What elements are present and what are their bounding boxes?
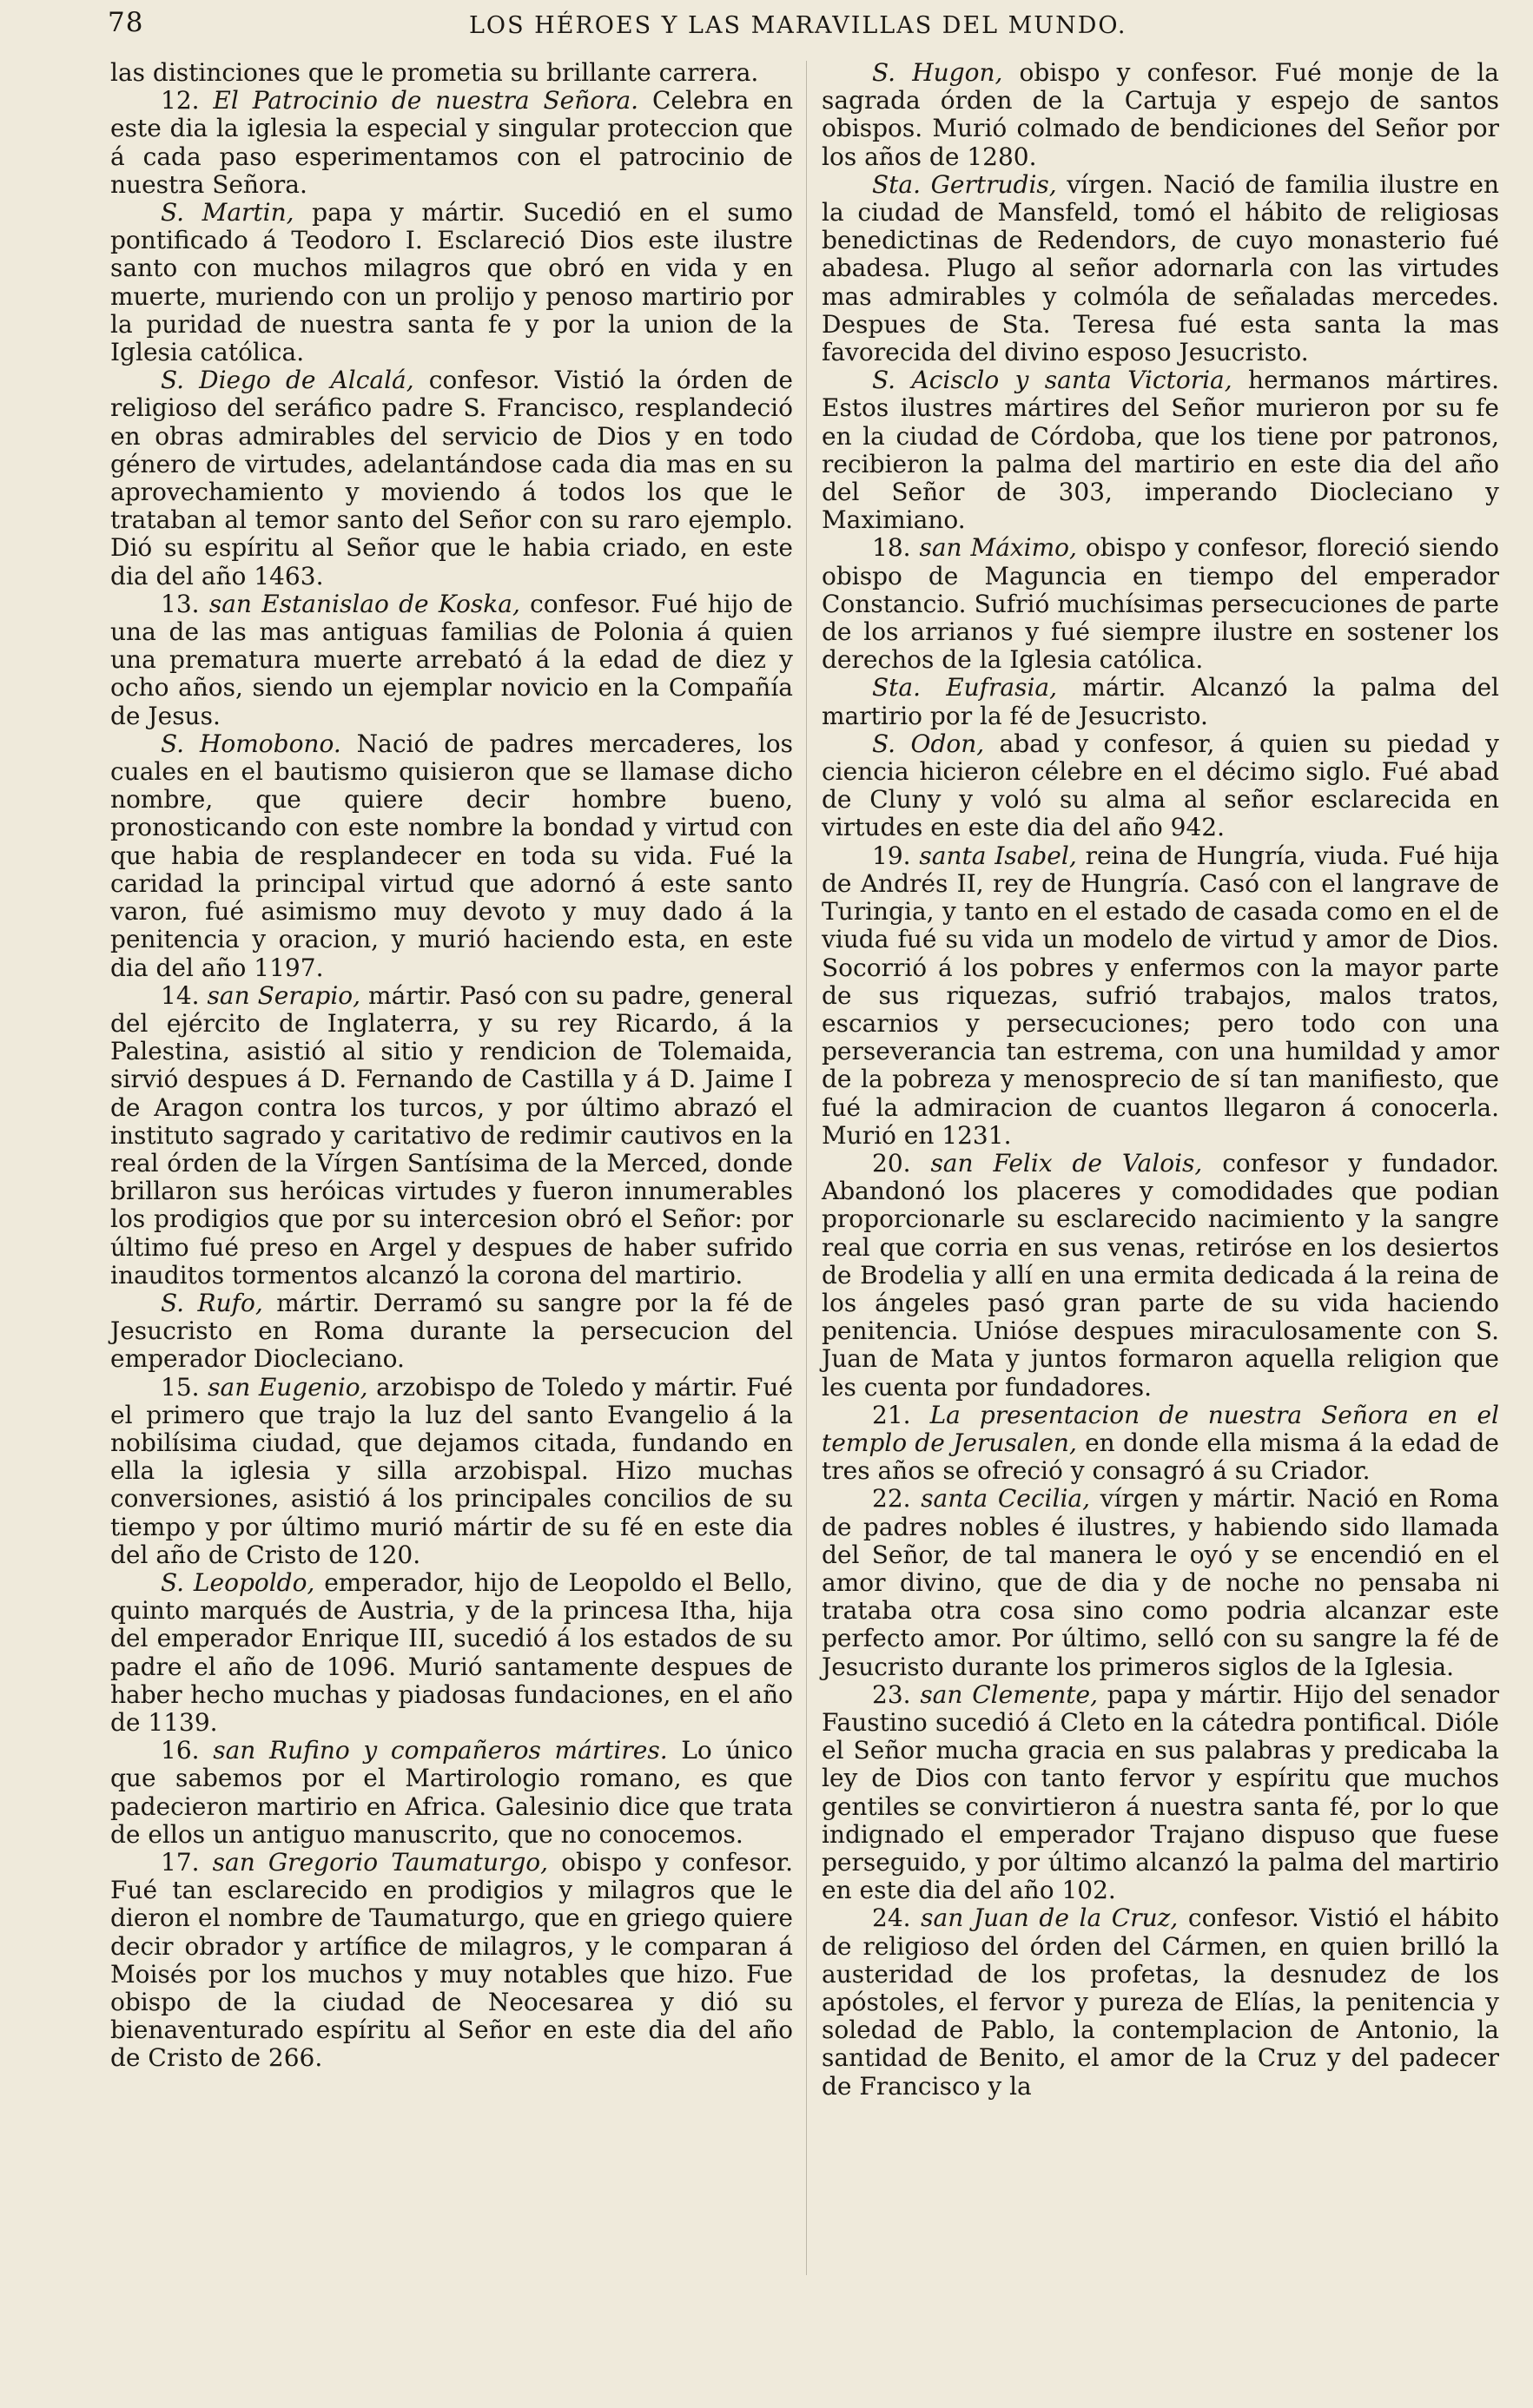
entry-text: las distinciones que le prometia su brillante carrera. (110, 58, 759, 87)
left-column (110, 59, 793, 2073)
entry-paragraph (822, 534, 1499, 674)
entry-day-number: 12. (161, 86, 214, 115)
saint-name: santa Cecilia, (921, 1484, 1091, 1514)
entry-paragraph (110, 1737, 793, 1849)
entry-paragraph (822, 171, 1499, 366)
saint-name: santa Isabel, (919, 841, 1077, 870)
entry-paragraph (822, 674, 1499, 729)
entry-day-number: 15. (161, 1372, 208, 1402)
saint-name: Sta. Eufrasia, (872, 673, 1058, 703)
entry-text: mártir. Derramó su sangre por la fé de Jesucristo en Roma durante la persecucion del emperador Diocleciano. (110, 1288, 793, 1374)
entry-text: en donde ella misma á la edad de tres años se ofreció y consagró á su Criador. (822, 1428, 1499, 1486)
entry-paragraph (110, 199, 793, 366)
entry-paragraph (822, 59, 1499, 171)
entry-paragraph (822, 366, 1499, 534)
entry-paragraph (110, 1374, 793, 1569)
saint-name: san Juan de la Cruz, (921, 1903, 1179, 1933)
saint-name: san Serapio, (207, 980, 361, 1010)
page-number: 78 (108, 7, 144, 38)
entry-day-number: 16. (161, 1736, 214, 1765)
saint-name: El Patrocinio de nuestra Señora. (213, 86, 639, 115)
entry-text: arzobispo de Toledo y mártir. Fué el primero que trajo la luz del santo Evangelio á la nobilísima ciudad, que dejamos citada, fundando en ella la iglesia y silla arzobispal. Hizo muchas conversiones, asistió á los principales concilios de su tiempo y por último murió mártir de su fé en este dia del año de Cristo de 120. (110, 1372, 793, 1569)
saint-name: S. Hugon, (872, 58, 1003, 87)
entry-text: confesor. Fué hijo de una de las mas antiguas familias de Polonia á quien una prematura muerte arrebató á la edad de diez y ocho años, siendo un ejemplar novicio en la Compañía de Jesus. (110, 589, 793, 730)
running-title: LOS HÉROES Y LAS MARAVILLAS DEL MUNDO. (469, 12, 1127, 39)
saint-name: S. Martin, (161, 198, 294, 228)
saint-name: S. Odon, (872, 729, 985, 758)
entry-day-number: 23. (872, 1679, 921, 1709)
entry-paragraph (110, 590, 793, 730)
page-header (0, 0, 1533, 61)
entry-day-number: 21. (872, 1400, 930, 1429)
entry-text: Nació de padres mercaderes, los cuales en el bautismo quisieron que se llamase dicho nombre, que quiere decir hombre bueno, pronosticando con este nombre la bondad y virtud con que habia de resplandecer en toda su vida. Fué la caridad la principal virtud que adornó á este santo varon, fué asimismo muy devoto y muy dado á la penitencia y oracion, y murió haciendo esta, en este dia del año 1197. (110, 729, 793, 982)
entry-paragraph (110, 982, 793, 1290)
entry-text: obispo y confesor, floreció siendo obispo de Maguncia en tiempo del emperador Constancio. Sufrió muchísimas persecuciones de parte de los arrianos y fué siempre ilustre en sostener los derechos de la Iglesia católica. (822, 533, 1500, 675)
entry-text: vírgen y mártir. Nació en Roma de padres nobles é ilustres, y habiendo sido llamada del Señor, de tal manera le oyó y se encendió en el amor divino, que de dia y de noche no pensaba ni trataba otra cosa sino como podria alcanzar este perfecto amor. Por último, selló con su sangre la fé de Jesucristo durante los primeros siglos de la Iglesia. (822, 1484, 1499, 1681)
entry-paragraph (822, 730, 1499, 842)
saint-name: S. Acisclo y santa Victoria, (872, 366, 1232, 395)
saint-name: san Clemente, (920, 1679, 1099, 1709)
entry-text: confesor. Vistió la órden de religioso del seráfico padre S. Francisco, resplandeció en obras admirables del servicio de Dios y en todo género de virtudes, adelantándose cada dia mas en su aprovechamiento y moviendo á todos los que le trataban al temor santo del Señor con su raro ejemplo. Dió su espíritu al Señor que le habia criado, en este dia del año 1463. (110, 366, 793, 590)
entry-paragraph (110, 1569, 793, 1737)
entry-paragraph (822, 1402, 1499, 1486)
saint-name: S. Leopoldo, (161, 1567, 315, 1597)
entry-day-number: 14. (161, 980, 208, 1010)
entry-day-number: 13. (161, 589, 209, 618)
entry-paragraph (822, 1904, 1499, 2100)
entry-text: Celebra en este dia la iglesia la especial y singular proteccion que á cada paso esperimentamos con el patrocinio de nuestra Señora. (110, 86, 793, 199)
saint-name: La presentacion de nuestra Señora en el templo de Jerusalen, (822, 1400, 1499, 1457)
saint-name: san Gregorio Taumaturgo, (212, 1848, 549, 1877)
entry-paragraph (110, 730, 793, 982)
entry-paragraph (822, 1485, 1499, 1680)
entry-text: mártir. Alcanzó la palma del martirio por la fé de Jesucristo. (822, 673, 1500, 730)
entry-paragraph (110, 366, 793, 590)
entry-text: confesor. Vistió el hábito de religioso del órden del Cármen, en quien brilló la austeridad de los profetas, la desnudez de los apóstoles, el fervor y pureza de Elías, la penitencia y soledad de Pablo, la contemplacion de Antonio, la santidad de Benito, el amor de la Cruz y del padecer de Francisco y la (822, 1903, 1499, 2101)
right-column (822, 59, 1499, 2101)
entry-text: confesor y fundador. Abandonó los placeres y comodidades que podian proporcionarle su esclarecido nacimiento y la sangre real que corria en sus venas, retiróse en los desiertos de Brodelia y allí en una ermita dedicada á la reina de los ángeles pasó gran parte de su vida haciendo penitencia. Unióse despues miraculosamente con S. Juan de Mata y juntos formaron aquella religion que les cuenta por fundadores. (822, 1148, 1499, 1402)
saint-name: san Rufino y compañeros mártires. (213, 1736, 668, 1765)
entry-text: hermanos mártires. Estos ilustres mártires del Señor murieron por su fe en la ciudad de Córdoba, que los tiene por patronos, recibieron la palma del martirio en este dia del año del Señor de 303, imperando Diocleciano y Maximiano. (822, 366, 1499, 535)
entry-paragraph (822, 842, 1499, 1150)
entry-paragraph (110, 1849, 793, 2073)
saint-name: san Eugenio, (208, 1372, 368, 1402)
entry-text: vírgen. Nació de familia ilustre en la ciudad de Mansfeld, tomó el hábito de religiosas benedictinas de Redendors, de cuyo monasterio fué abadesa. Plugo al señor adornarla con las virtudes mas admirables y colmóla de señaladas mercedes. Despues de Sta. Teresa fué esta santa la mas favorecida del divino esposo Jesucristo. (822, 169, 1499, 367)
entry-day-number: 20. (872, 1148, 931, 1178)
entry-text: obispo y confesor. Fué tan esclarecido en prodigios y milagros que le dieron el nombre de Taumaturgo, que en griego quiere decir obrador y artífice de milagros, y le comparan á Moisés por los muchos y muy notables que hizo. Fue obispo de la ciudad de Neocesarea y dió su bienaventurado espíritu al Señor en este dia del año de Cristo de 266. (110, 1848, 793, 2073)
entry-day-number: 24. (872, 1903, 922, 1933)
entry-text: Lo único que sabemos por el Martirologio romano, es que padecieron martirio en Africa. Galesinio dice que trata de ellos un antiguo manuscrito, que no conocemos. (110, 1736, 793, 1849)
saint-name: S. Rufo, (161, 1288, 263, 1317)
entry-day-number: 18. (872, 533, 920, 563)
entry-paragraph (110, 1290, 793, 1374)
entry-day-number: 22. (872, 1484, 922, 1514)
saint-name: san Máximo, (919, 533, 1077, 563)
entry-text: papa y mártir. Hijo del senador Faustino sucedió á Cleto en la cátedra pontifical. Dióle el Señor mucha gracia en sus palabras y predicaba la ley de Dios con tanto fervor y espíritu que muchos gentiles se convirtieron á nuestra santa fé, por lo que indignado el emperador Trajano dispuso que fuese perseguido, y por último alcanzó la palma del martirio en este dia del año 102. (822, 1679, 1499, 1905)
entry-text: reina de Hungría, viuda. Fué hija de Andrés II, rey de Hungría. Casó con el langrave de Turingia, y tanto en el estado de casada como en el de viuda fué su vida un modelo de virtud y amor de Dios. Socorrió á los pobres y enfermos con la mayor parte de sus riquezas, sufrió trabajos, malos tratos, escarnios y persecuciones; pero todo con una perseverancia tan estrema, con una humildad y amor de la pobreza y menosprecio de sí tan manifiesto, que fué la admiracion de cuantos llegaron á conocerla. Murió en 1231. (822, 841, 1499, 1150)
entry-text: emperador, hijo de Leopoldo el Bello, quinto marqués de Austria, y de la princesa Itha, hija del emperador Enrique III, sucedió á los estados de su padre el año de 1096. Murió santamente despues de haber hecho muchas y piadosas fundaciones, en el año de 1139. (110, 1567, 793, 1737)
entry-paragraph (110, 59, 793, 87)
column-divider (806, 61, 807, 2275)
entry-text: papa y mártir. Sucedió en el sumo pontificado á Teodoro I. Esclareció Dios este ilustre santo con muchos milagros que obró en vida y en muerte, muriendo con un prolijo y penoso martirio por la puridad de nuestra santa fe y por la union de la Iglesia católica. (110, 198, 794, 367)
saint-name: san Felix de Valois, (930, 1148, 1203, 1178)
entry-day-number: 19. (872, 841, 920, 870)
entry-text: abad y confesor, á quien su piedad y ciencia hicieron célebre en el décimo siglo. Fué abad de Cluny y voló su alma al señor esclarecida en virtudes en este dia del año 942. (822, 729, 1499, 842)
saint-name: S. Homobono. (161, 729, 341, 758)
saint-name: san Estanislao de Koska, (208, 589, 520, 618)
saint-name: Sta. Gertrudis, (872, 169, 1057, 199)
entry-paragraph (822, 1681, 1499, 1905)
entry-day-number: 17. (161, 1848, 213, 1877)
entry-paragraph (110, 87, 793, 199)
entry-paragraph (822, 1150, 1499, 1402)
entry-text: obispo y confesor. Fué monje de la sagrada órden de la Cartuja y espejo de santos obispos. Murió colmado de bendiciones del Señor por los años de 1280. (822, 58, 1499, 171)
saint-name: S. Diego de Alcalá, (161, 366, 414, 395)
entry-text: mártir. Pasó con su padre, general del ejército de Inglaterra, y su rey Ricardo, á la Palestina, asistió al sitio y rendicion de Tolemaida, sirvió despues á D. Fernando de Castilla y á D. Jaime I de Aragon contra los turcos, y por último abrazó el instituto sagrado y caritativo de redimir cautivos en la real órden de la Vírgen Santísima de la Merced, donde brillaron sus heróicas virtudes y fueron innumerables los prodigios que por su intercesion obró el Señor: por último fué preso en Argel y despues de haber sufrido inauditos tormentos alcanzó la corona del martirio. (110, 980, 793, 1290)
